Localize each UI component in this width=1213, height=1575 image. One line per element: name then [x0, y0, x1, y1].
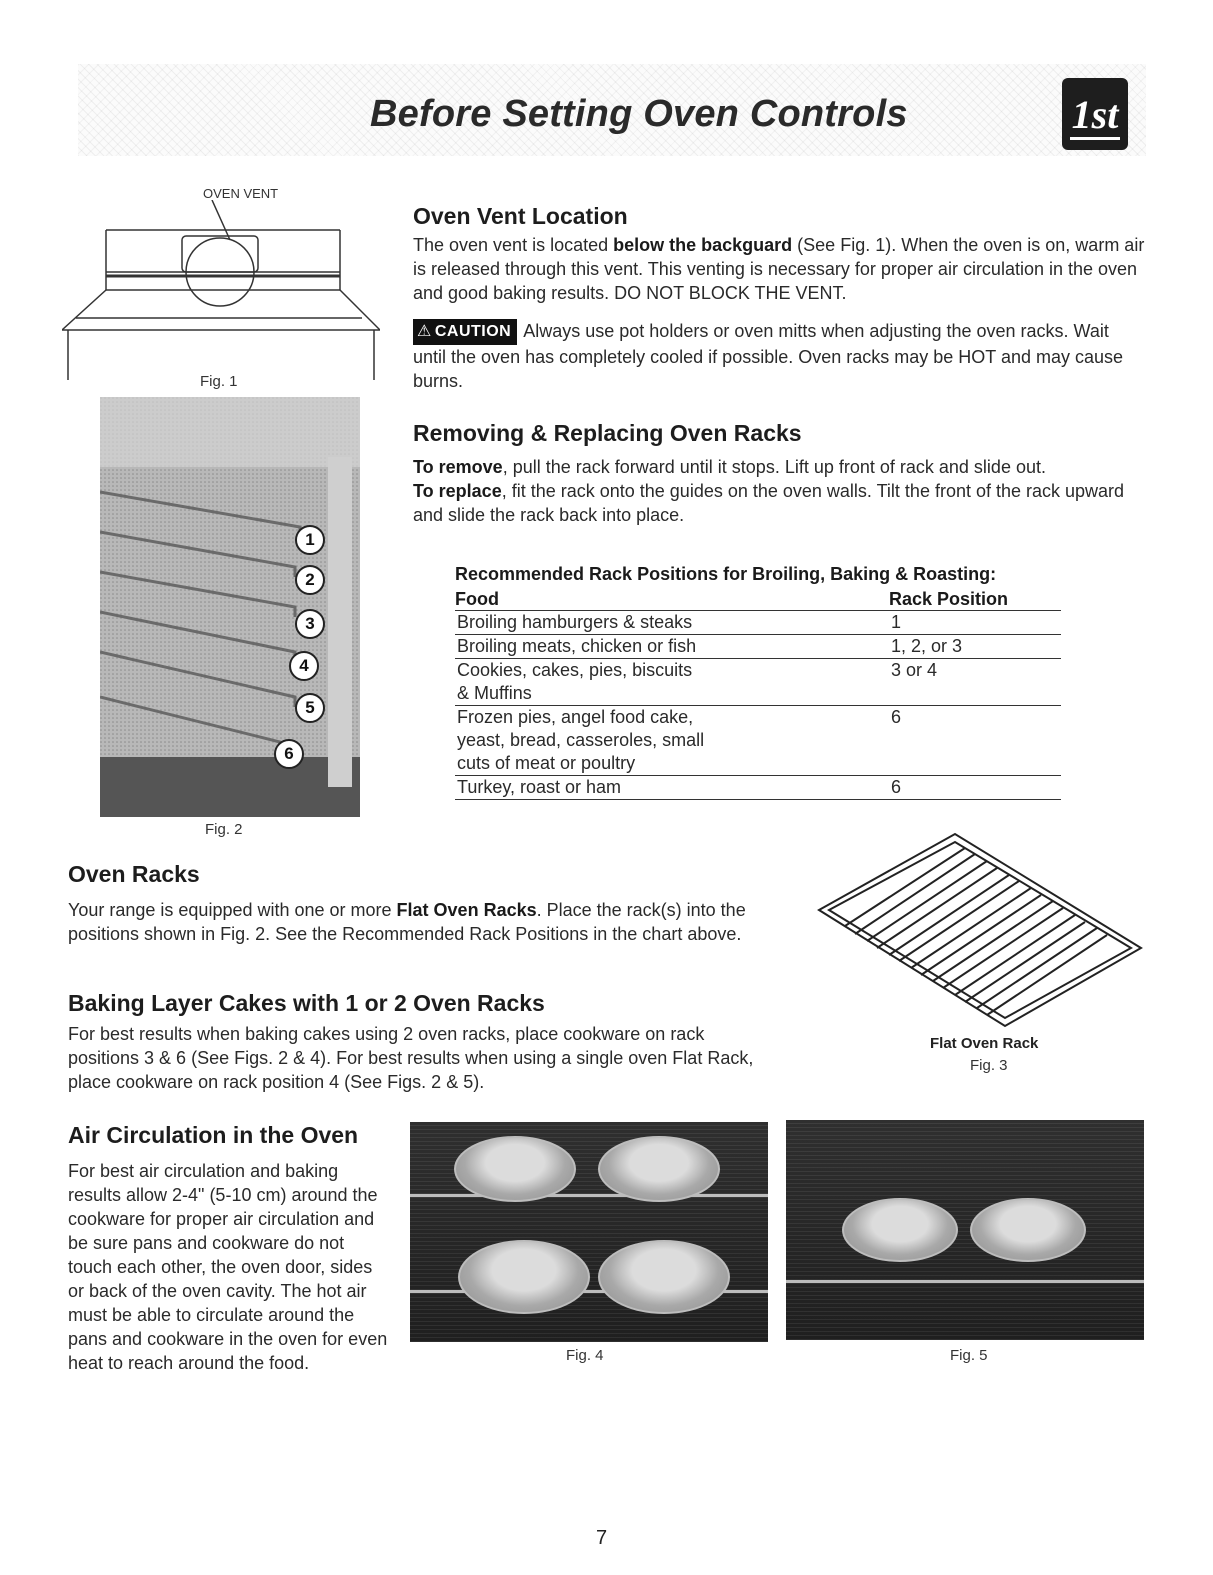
- oven-racks-heading: Oven Racks: [68, 861, 200, 887]
- first-step-badge: [1062, 78, 1128, 150]
- air-circulation-text: For best air circulation and baking results allow 2-4" (5-10 cm) around the cookware for proper air circulation and be sure pans and cookware do not touch each other, the oven door, sides or back of the oven cavity. The hot air must be able to circulate around the pans and cookware in the oven for even heat to reach around the food.: [68, 1161, 388, 1373]
- col-food: Food: [455, 588, 889, 611]
- food-cell: Turkey, roast or ham: [455, 776, 889, 800]
- table-row: [455, 635, 1061, 659]
- single-rack-baking-photo: [786, 1120, 1144, 1340]
- flat-oven-rack-label: Flat Oven Rack: [930, 1035, 1039, 1052]
- oven-vent-diagram: [62, 200, 380, 380]
- rack-position-4: 4: [289, 651, 319, 681]
- cake-pan: [970, 1198, 1086, 1262]
- food-cell: Broiling meats, chicken or fish: [455, 635, 889, 659]
- rack-position-cell: 1, 2, or 3: [889, 635, 1061, 659]
- warning-icon: ⚠: [417, 323, 432, 340]
- badge-rule: [1070, 137, 1120, 140]
- fig4-caption: Fig. 4: [566, 1347, 604, 1364]
- food-cell: Frozen pies, angel food cake, yeast, bread, casseroles, small cuts of meat or poultry: [455, 706, 889, 776]
- rack-positions-table: [455, 564, 1061, 800]
- rack-position-cell: 3 or 4: [889, 659, 1061, 706]
- backguard-emphasis: below the backguard: [613, 235, 793, 255]
- col-rack-position: Rack Position: [889, 588, 1061, 611]
- cake-pan: [598, 1136, 720, 1202]
- cake-pan: [458, 1240, 590, 1314]
- table-row: [455, 776, 1061, 800]
- fig1-caption: Fig. 1: [200, 373, 238, 390]
- oven-vent-text: The oven vent is located below the backguard (See Fig. 1). When the oven is on, warm air is released through this vent. This venting is necessary for proper air circulation in the oven and good baking results. DO NOT BLOCK THE VENT.: [413, 235, 1145, 303]
- rack-position-cell: 6: [889, 706, 1061, 776]
- rack-position-5: 5: [295, 693, 325, 723]
- fig3-caption: Fig. 3: [970, 1057, 1008, 1074]
- rack-position-2: 2: [295, 565, 325, 595]
- air-circulation-heading: Air Circulation in the Oven: [68, 1122, 359, 1148]
- removing-racks-heading: Removing & Replacing Oven Racks: [413, 420, 802, 446]
- two-rack-baking-photo: [410, 1122, 768, 1342]
- rack-table-title: Recommended Rack Positions for Broiling, Baking & Roasting:: [455, 564, 997, 584]
- table-row: [455, 706, 1061, 776]
- rack-position-1: 1: [295, 525, 325, 555]
- badge-label: 1st: [1071, 91, 1119, 137]
- oven-racks-text: Your range is equipped with one or more Flat Oven Racks. Place the rack(s) into the positions shown in Fig. 2. See the Recommended Rack Positions in the chart above.: [68, 900, 746, 944]
- rack-position-6: 6: [274, 739, 304, 769]
- flat-oven-rack-diagram: [815, 830, 1145, 1030]
- rack-position-3: 3: [295, 609, 325, 639]
- page-number: 7: [596, 1527, 608, 1549]
- middle-rack: [786, 1280, 1144, 1283]
- fig2-caption: Fig. 2: [205, 821, 243, 838]
- remove-label: To remove: [413, 457, 503, 477]
- removing-racks-text: To remove, pull the rack forward until it stops. Lift up front of rack and slide out. To replace, fit the rack onto the guides on the oven walls. Tilt the front of the rack upward and slide the rack back into place.: [413, 457, 1125, 525]
- layer-cakes-text: For best results when baking cakes using 2 oven racks, place cookware on rack positions 3 & 6 (See Figs. 2 & 4). For best results when using a single oven Flat Rack, place cookware on rack position 4 (See Figs. 2 & 5).: [68, 1024, 754, 1092]
- oven-interior-illustration: [100, 397, 360, 817]
- table-row: [455, 659, 1061, 706]
- oven-rack-positions-photo: [100, 397, 360, 817]
- upper-rack: [410, 1194, 768, 1197]
- replace-label: To replace: [413, 481, 502, 501]
- food-cell: Broiling hamburgers & steaks: [455, 611, 889, 635]
- page-title: Before Setting Oven Controls: [370, 93, 908, 135]
- cake-pan: [454, 1136, 576, 1202]
- oven-vent-heading: Oven Vent Location: [413, 203, 628, 229]
- oven-vent-label: OVEN VENT: [203, 186, 279, 201]
- caution-badge: ⚠ CAUTION: [413, 319, 517, 345]
- rack-position-cell: 1: [889, 611, 1061, 635]
- fig5-caption: Fig. 5: [950, 1347, 988, 1364]
- table-row: [455, 611, 1061, 635]
- layer-cakes-heading: Baking Layer Cakes with 1 or 2 Oven Racks: [68, 990, 545, 1016]
- rack-position-cell: 6: [889, 776, 1061, 800]
- flat-oven-racks-emphasis: Flat Oven Racks: [396, 900, 537, 920]
- food-cell: Cookies, cakes, pies, biscuits & Muffins: [455, 659, 889, 706]
- cake-pan: [842, 1198, 958, 1262]
- caution-paragraph: ⚠ CAUTION Always use pot holders or oven mitts when adjusting the oven racks. Wait until the oven has completely cooled if possible. Oven racks may be HOT and may cause burns.: [413, 321, 1124, 391]
- cake-pan: [598, 1240, 730, 1314]
